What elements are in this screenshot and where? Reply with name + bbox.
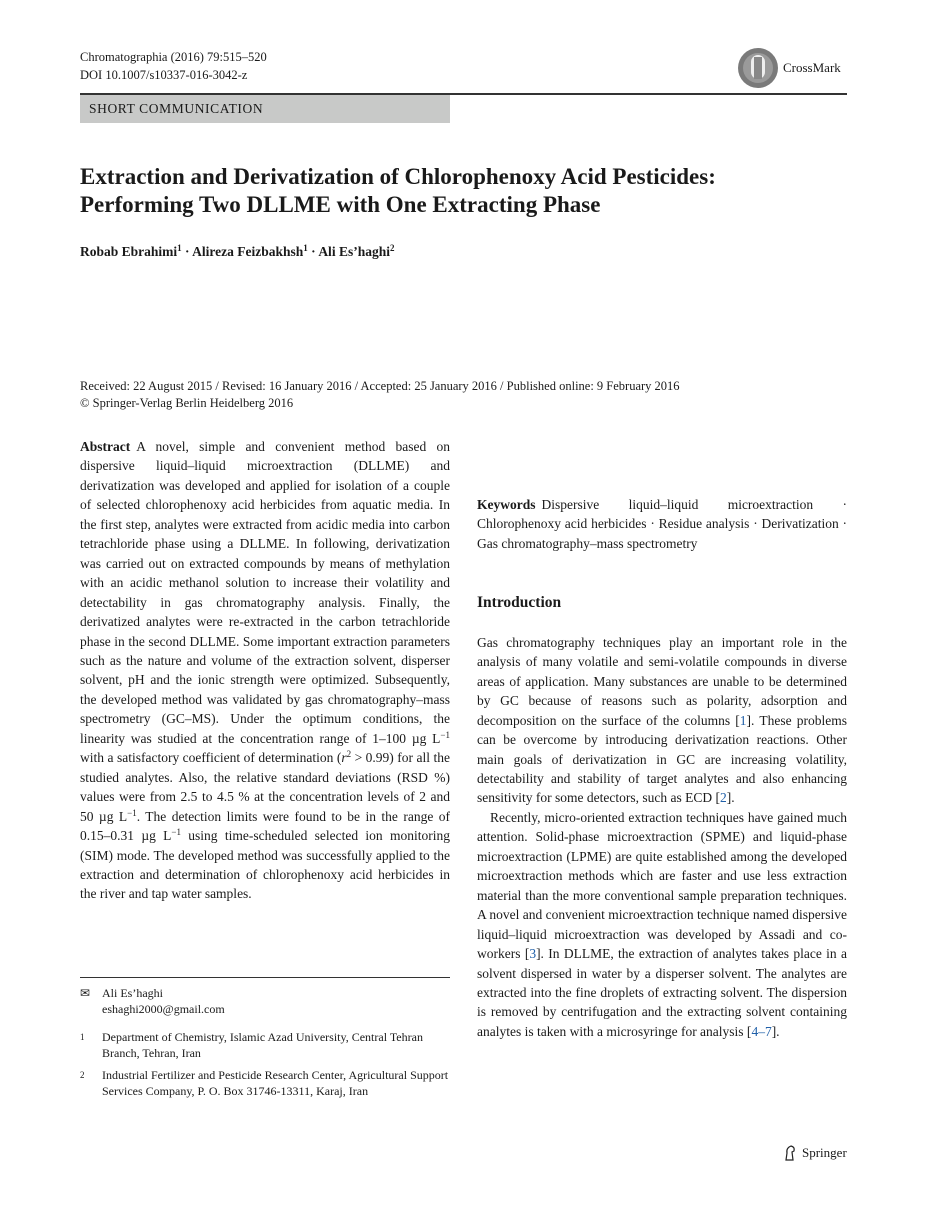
- footnotes: [80, 985, 450, 1105]
- abstract: [80, 437, 450, 904]
- journal-citation: Chromatographia (2016) 79:515–520: [80, 50, 267, 64]
- citation-link[interactable]: 3: [529, 946, 537, 962]
- text-run: ].: [726, 790, 735, 806]
- springer-horse-icon: [783, 1145, 797, 1161]
- text-run: ]. These problems can be overcome by introducing derivatization reactions. Other main goals of derivatization in GC are increasing volatility, detectability and stability of target analytes and also enhancing sensitivity for some detectors, such as ECD [: [477, 712, 847, 806]
- text-run: A novel, simple and convenient method based on dispersive liquid–liquid microextraction (DLLME) and derivatization was developed and applied for isolation of a couple of selected chlorophenoxy acid herbicides from aquatic media. In the first step, analytes were extracted from acidic media into carbon tetrachloride phase using a DLLME. In following, derivatization was carried out on extracted compounds by means of methylation with an acidic methanol solution to increase their volatility and detectability in gas chromatography analysis. Finally, the derivatized analytes were re-extracted in the carbon tetrachloride phase in the second DLLME. Some important extraction parameters such as the nature and volume of the extraction solvent, disperser solvent, pH and the ionic strength were optimized. Subsequently, the developed method was validated by gas chromatography–mass spectrometry (GC–MS). Under the optimum conditions, the linearity was studied at the concentration range of 1–100 µg L: [80, 439, 450, 746]
- text-run: 2: [346, 749, 352, 760]
- text-run: ]. In DLLME, the extraction of analytes takes place in a solvent dispersed in water by a disperser solvent. The analytes are extracted into the fine droplets of extracting solvent. The dispersion is removed by centrifugation and the extracting solvent containing analytes is taken with a microsyringe for analysis [: [477, 946, 847, 1039]
- author-list: Robab Ebrahimi$^1$ · Alireza Feizbakhsh$^1$ · Ali Es’haghi$^2$: [80, 243, 395, 259]
- citation-link[interactable]: 1: [739, 712, 747, 728]
- keywords-text: Dispersive liquid–liquid microextraction · Chlorophenoxy acid herbicides · Residue analysis · Derivatization · Gas chromatography–mass spectrometry: [477, 497, 847, 551]
- paragraph: [477, 808, 847, 1041]
- crossmark-icon: [737, 47, 779, 89]
- author: Ali Es’haghi$^2$: [318, 243, 395, 259]
- text-run: −1: [127, 807, 137, 818]
- footnote-mark: 2: [80, 1070, 85, 1080]
- affiliation: Industrial Fertilizer and Pesticide Research Center, Agricultural Support Services Company, P. O. Box 31746-13311, Karaj, Iran: [102, 1068, 449, 1098]
- text-run: Gas chromatography techniques play an important role in the analysis of many volatile and semi-volatile compounds in diverse areas of application. Many substances are unable to be determined by GC because of reasons such as polarity, adsorption and decomposition on the surface of the columns [: [477, 634, 847, 728]
- text-run: Recently, micro-oriented extraction techniques have gained much attention. Solid-phase microextraction (SPME) and liquid-phase microextraction (LPME) are quite established among the developed microextraction methods which are faster and use less extraction material than the more conventional sample preparation techniques. A novel and convenient microextraction technique named dispersive liquid–liquid microextraction was developed by Assadi and co-workers [: [477, 809, 848, 962]
- publisher-name: Springer: [802, 1145, 847, 1160]
- citation-link[interactable]: 2: [719, 790, 727, 806]
- section-label-box: [80, 95, 450, 123]
- text-run: ].: [771, 1023, 780, 1039]
- text-run: > 0.99) for all the studied analytes. Also, the relative standard deviations (RSD %) values were from 2.5 to 4.5 % at the concentration levels of 2 and 50 µg L: [80, 750, 450, 824]
- footnote-mark: 1: [80, 1032, 85, 1042]
- section-label: SHORT COMMUNICATION: [89, 101, 264, 116]
- affiliation: Department of Chemistry, Islamic Azad University, Central Tehran Branch, Tehran, Iran: [102, 1030, 423, 1060]
- text-run: . The detection limits were found to be in the range of 0.15–0.31 µg L: [80, 808, 450, 844]
- article-title: [80, 163, 860, 219]
- text-run: with a satisfactory coefficient of determination (: [80, 750, 342, 766]
- section-heading: Introduction: [477, 594, 562, 612]
- paragraph: [477, 633, 847, 808]
- title-line: Extraction and Derivatization of Chlorophenoxy Acid Pesticides:: [80, 164, 716, 189]
- author: Robab Ebrahimi$^1$: [80, 243, 182, 259]
- text-run: using time-scheduled selected ion monitoring (SIM) mode. The developed method was successfully applied to the extraction and determination of chlorophenoxy acid herbicides in the river and tap water samples.: [80, 828, 450, 902]
- keywords: [477, 495, 847, 553]
- dates: Received: 22 August 2015 / Revised: 16 January 2016 / Accepted: 25 January 2016 / Published online: 9 February 2016: [80, 379, 680, 393]
- author: Alireza Feizbakhsh$^1$: [192, 243, 308, 259]
- left-column: [80, 437, 450, 904]
- keywords-label: Keywords: [477, 497, 536, 512]
- footnote-rule: [80, 977, 450, 978]
- copyright: © Springer-Verlag Berlin Heidelberg 2016: [80, 395, 294, 410]
- publisher-logo: [783, 1145, 847, 1161]
- doi: DOI 10.1007/s10337-016-3042-z: [80, 68, 248, 82]
- crossmark-label: CrossMark: [783, 60, 841, 75]
- contact-name: Ali Es’haghi: [102, 986, 163, 1000]
- text-run: −1: [440, 729, 450, 740]
- text-run: r: [341, 750, 347, 766]
- contact-email[interactable]: eshaghi2000@gmail.com: [102, 1002, 225, 1016]
- text-run: −1: [171, 827, 181, 838]
- title-line: Performing Two DLLME with One Extracting Phase: [80, 192, 601, 217]
- abstract-label: Abstract: [80, 439, 131, 454]
- publication-history: [80, 378, 680, 411]
- right-column: [477, 437, 847, 1041]
- envelope-icon: ✉: [80, 986, 91, 1000]
- citation-link[interactable]: 4–7: [751, 1023, 772, 1039]
- crossmark-badge[interactable]: [737, 47, 841, 89]
